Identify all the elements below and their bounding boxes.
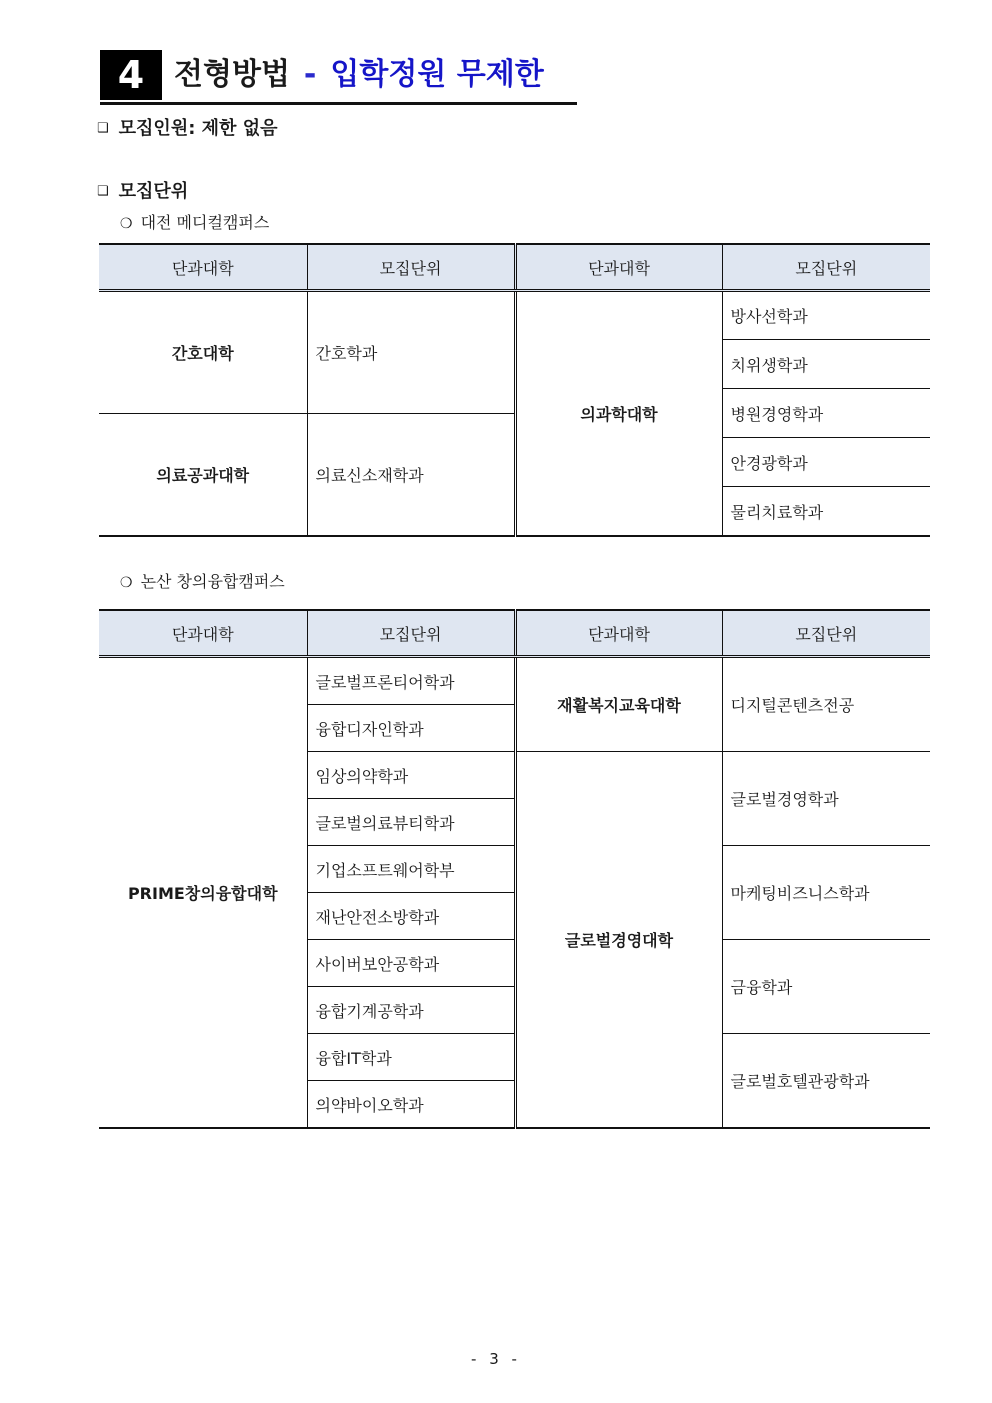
campus-label-nonsan xyxy=(120,569,285,592)
campus-label-daejeon xyxy=(120,210,269,233)
square-bullet-icon: ❑ xyxy=(97,184,109,199)
page-number: - 3 - xyxy=(471,1350,521,1368)
section-title-main: 전형방법 xyxy=(174,57,290,92)
unit-cell: 의료신소재학과 xyxy=(307,414,515,537)
unit-cell: 글로벌호텔관광학과 xyxy=(722,1034,930,1129)
section-subtitle: 입학정원 무제한 xyxy=(330,57,544,92)
table-row xyxy=(99,657,930,705)
college-cell: 의과학대학 xyxy=(515,291,722,537)
nonsan-campus-table xyxy=(99,609,930,1129)
unit-cell: 병원경영학과 xyxy=(722,389,930,438)
header-college: 단과대학 xyxy=(515,244,722,291)
daejeon-campus-table xyxy=(99,243,930,537)
unit-cell: 간호학과 xyxy=(307,291,515,414)
bullet-recruit-count xyxy=(97,114,278,140)
header-unit: 모집단위 xyxy=(722,244,930,291)
header-college: 단과대학 xyxy=(99,610,307,657)
square-bullet-icon: ❑ xyxy=(97,121,109,136)
bullet-text: 모집단위 xyxy=(118,181,189,202)
college-cell: 재활복지교육대학 xyxy=(515,657,722,752)
table-header-row xyxy=(99,610,930,657)
unit-cell: 글로벌프론티어학과 xyxy=(307,657,515,705)
unit-cell: 치위생학과 xyxy=(722,340,930,389)
unit-cell: 글로벌의료뷰티학과 xyxy=(307,799,515,846)
unit-cell: 글로벌경영학과 xyxy=(722,752,930,846)
header-unit: 모집단위 xyxy=(307,610,515,657)
header-college: 단과대학 xyxy=(99,244,307,291)
header-college: 단과대학 xyxy=(515,610,722,657)
campus-label-text: 대전 메디컬캠퍼스 xyxy=(140,213,270,232)
unit-cell: 방사선학과 xyxy=(722,291,930,340)
unit-cell: 임상의약학과 xyxy=(307,752,515,799)
unit-cell: 융합IT학과 xyxy=(307,1034,515,1081)
unit-cell: 디지털콘텐츠전공 xyxy=(722,657,930,752)
college-cell: PRIME창의융합대학 xyxy=(99,657,307,1129)
section-title xyxy=(174,50,544,100)
header-unit: 모집단위 xyxy=(722,610,930,657)
campus-label-text: 논산 창의융합캠퍼스 xyxy=(140,572,285,591)
unit-cell: 마케팅비즈니스학과 xyxy=(722,846,930,940)
section-title-dash: - xyxy=(303,57,317,92)
unit-cell: 안경광학과 xyxy=(722,438,930,487)
unit-cell: 사이버보안공학과 xyxy=(307,940,515,987)
header-unit: 모집단위 xyxy=(307,244,515,291)
unit-cell: 기업소프트웨어학부 xyxy=(307,846,515,893)
unit-cell: 금융학과 xyxy=(722,940,930,1034)
circle-bullet-icon: ❍ xyxy=(120,216,133,232)
bullet-recruit-units xyxy=(97,177,188,203)
circle-bullet-icon: ❍ xyxy=(120,575,133,591)
table-row xyxy=(99,291,930,340)
college-cell: 의료공과대학 xyxy=(99,414,307,537)
unit-cell: 재난안전소방학과 xyxy=(307,893,515,940)
section-number: 4 xyxy=(100,50,162,100)
unit-cell: 융합디자인학과 xyxy=(307,705,515,752)
unit-cell: 의약바이오학과 xyxy=(307,1081,515,1129)
unit-cell: 융합기계공학과 xyxy=(307,987,515,1034)
table-header-row xyxy=(99,244,930,291)
college-cell: 간호대학 xyxy=(99,291,307,414)
college-cell: 글로벌경영대학 xyxy=(515,752,722,1129)
bullet-text: 모집인원: 제한 없음 xyxy=(118,118,278,139)
section-heading xyxy=(100,50,577,105)
unit-cell: 물리치료학과 xyxy=(722,487,930,537)
